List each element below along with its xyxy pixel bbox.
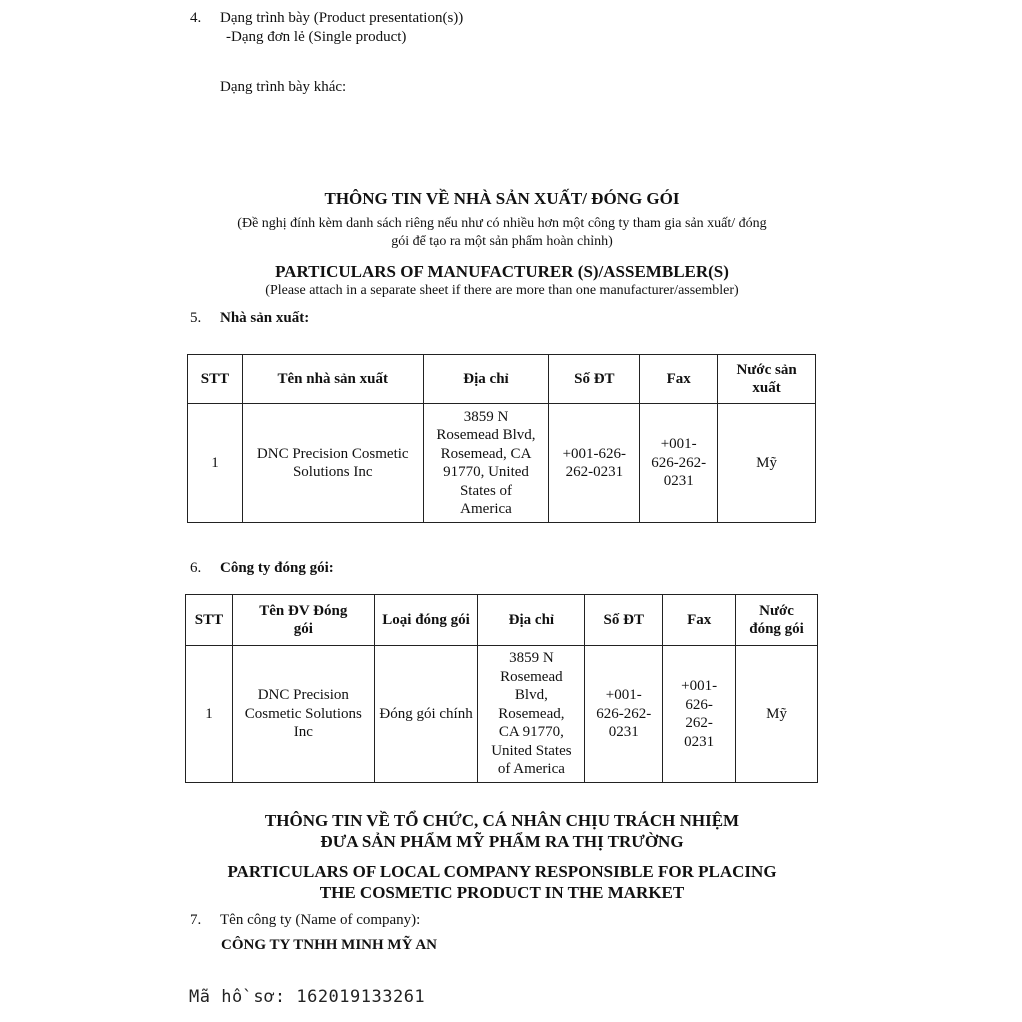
- section7-label: Tên công ty (Name of company):: [220, 912, 421, 928]
- cell-stt: 1: [188, 404, 243, 523]
- section5-number: 5.: [190, 310, 202, 326]
- cell-country: Mỹ: [718, 404, 816, 523]
- table-row: [186, 646, 818, 783]
- cell-fax: +001- 626-262- 0231: [640, 404, 718, 523]
- header-address: Địa chỉ: [478, 595, 585, 646]
- header-stt: STT: [186, 595, 233, 646]
- table-row: [188, 404, 816, 523]
- cell-stt: 1: [186, 646, 233, 783]
- header-address: Địa chỉ: [423, 355, 549, 404]
- local-title-en-1: PARTICULARS OF LOCAL COMPANY RESPONSIBLE FOR PLACING: [227, 862, 777, 881]
- section5-label: Nhà sản xuất:: [220, 310, 310, 326]
- cell-fax: +001- 626- 262- 0231: [663, 646, 736, 783]
- header-fax: Fax: [640, 355, 718, 404]
- company-name: CÔNG TY TNHH MINH MỸ AN: [221, 937, 437, 953]
- cell-address: 3859 N Rosemead Blvd, Rosemead, CA 91770, United States of America: [423, 404, 549, 523]
- manufacturer-table: [187, 354, 816, 523]
- cell-country: Mỹ: [736, 646, 818, 783]
- section4-single: -Dạng đơn lẻ (Single product): [226, 29, 407, 45]
- header-phone: Số ĐT: [585, 595, 663, 646]
- record-code: Mã hồ sơ: 162019133261: [189, 987, 426, 1007]
- header-name: Tên nhà sản xuất: [242, 355, 423, 404]
- cell-phone: +001-626- 262-0231: [549, 404, 640, 523]
- manufacturer-title-en: PARTICULARS OF MANUFACTURER (S)/ASSEMBLER(S): [275, 262, 729, 281]
- cell-name: DNC Precision Cosmetic Solutions Inc: [242, 404, 423, 523]
- manufacturer-note-vi-2: gói để tạo ra một sản phẩm hoàn chỉnh): [391, 234, 613, 249]
- section6-label: Công ty đóng gói:: [220, 560, 334, 576]
- header-country: Nước sản xuất: [718, 355, 816, 404]
- cell-address: 3859 N Rosemead Blvd, Rosemead, CA 91770, United States of America: [478, 646, 585, 783]
- header-phone: Số ĐT: [549, 355, 640, 404]
- cell-phone: +001- 626-262- 0231: [585, 646, 663, 783]
- header-country: Nước đóng gói: [736, 595, 818, 646]
- section6-number: 6.: [190, 560, 202, 576]
- cell-type: Đóng gói chính: [374, 646, 478, 783]
- section4-number: 4.: [190, 10, 202, 26]
- header-name: Tên ĐV Đóng gói: [232, 595, 374, 646]
- section4-title: Dạng trình bày (Product presentation(s)): [220, 10, 464, 26]
- manufacturer-table-header: [188, 355, 816, 404]
- local-title-vi-2: ĐƯA SẢN PHẨM MỸ PHẨM RA THỊ TRƯỜNG: [320, 832, 684, 851]
- assembler-table: [185, 594, 818, 783]
- cell-name: DNC Precision Cosmetic Solutions Inc: [232, 646, 374, 783]
- local-title-en-2: THE COSMETIC PRODUCT IN THE MARKET: [319, 883, 685, 902]
- section7-number: 7.: [190, 912, 202, 928]
- assembler-table-header: [186, 595, 818, 646]
- manufacturer-note-en: (Please attach in a separate sheet if there are more than one manufacturer/assembler): [265, 283, 739, 298]
- section4-other: Dạng trình bày khác:: [220, 79, 347, 95]
- manufacturer-title-vi: THÔNG TIN VỀ NHÀ SẢN XUẤT/ ĐÓNG GÓI: [324, 189, 680, 208]
- manufacturer-note-vi-1: (Đề nghị đính kèm danh sách riêng nếu như có nhiều hơn một công ty tham gia sản xuất/ đóng: [237, 216, 767, 231]
- header-stt: STT: [188, 355, 243, 404]
- header-fax: Fax: [663, 595, 736, 646]
- local-title-vi-1: THÔNG TIN VỀ TỔ CHỨC, CÁ NHÂN CHỊU TRÁCH NHIỆM: [264, 811, 740, 830]
- header-type: Loại đóng gói: [374, 595, 478, 646]
